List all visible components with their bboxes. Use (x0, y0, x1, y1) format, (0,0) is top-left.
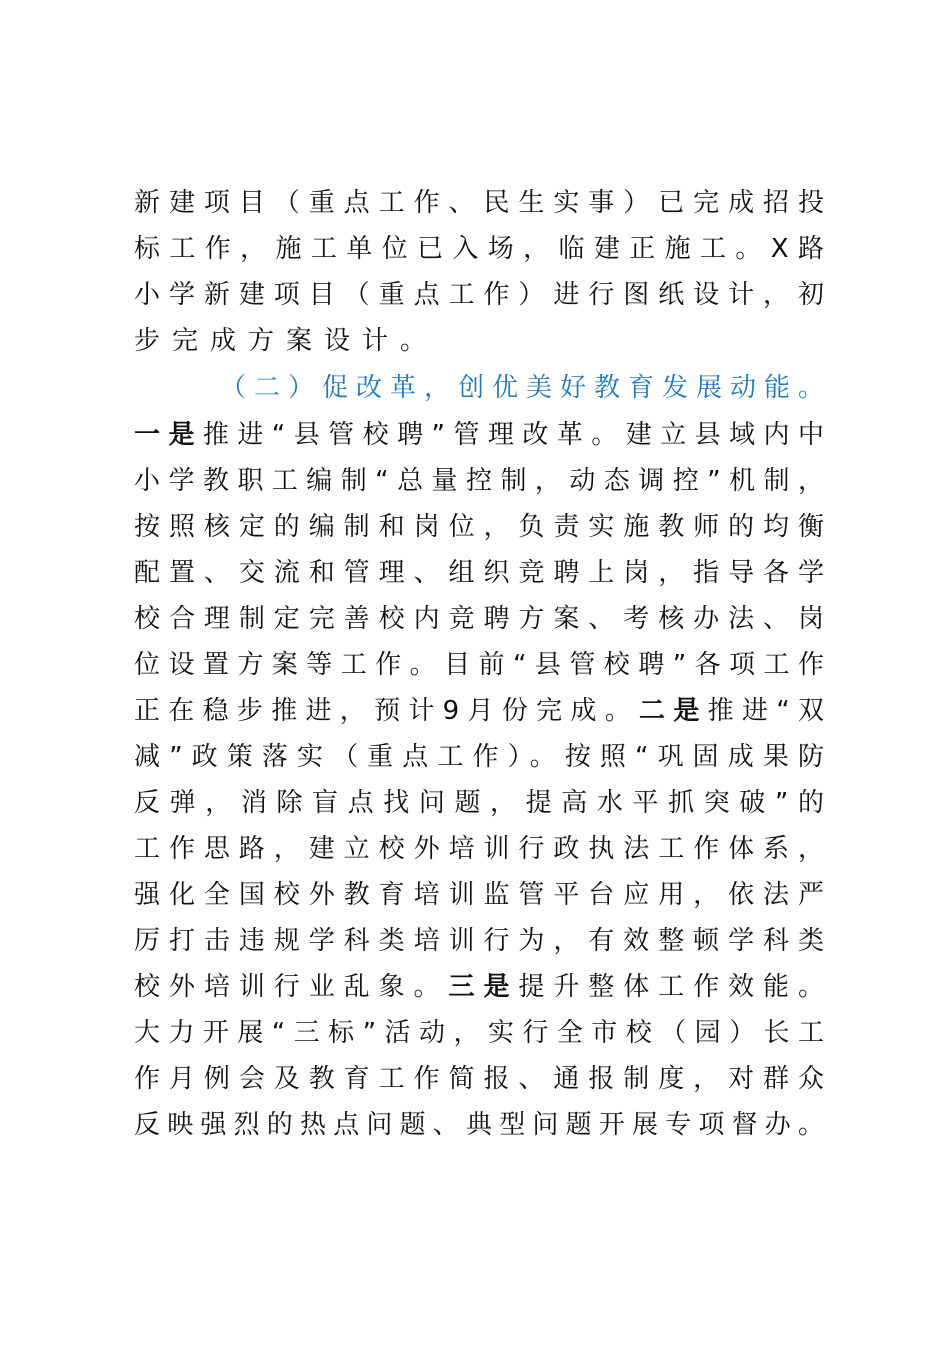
para-line-15: 作月例会及教育工作简报、通报制度，对群众 (134, 1064, 824, 1094)
body-line-1: 新建项目（重点工作、民生实事）已完成招投 (134, 188, 824, 218)
para-line-7 (134, 688, 824, 734)
para-line-14: 大力开展“三标”活动，实行全市校（园）长工 (134, 1018, 824, 1048)
para-line-16: 反映强烈的热点问题、典型问题开展专项督办。 (134, 1110, 824, 1140)
ordinal-one: 一是 (134, 420, 203, 450)
para-line-13-text: 校外培训行业乱象。 (134, 972, 449, 1002)
para-line-13 (134, 964, 824, 1010)
para-line-6: 位设置方案等工作。目前“县管校聘”各项工作 (134, 650, 824, 680)
body-line-4: 步完成方案设计。 (134, 326, 439, 356)
para-line-9: 反弹，消除盲点找问题，提高水平抓突破”的 (134, 788, 824, 818)
para-line-1 (134, 412, 824, 458)
body-line-3: 小学新建项目（重点工作）进行图纸设计，初 (134, 280, 824, 310)
para-line-3: 按照核定的编制和岗位，负责实施教师的均衡 (134, 512, 824, 542)
para-line-10: 工作思路，建立校外培训行政执法工作体系， (134, 834, 824, 864)
para-line-7-text: 正在稳步推进，预计9月份完成。 (134, 696, 640, 726)
body-line-2: 标工作，施工单位已入场，临建正施工。X路 (134, 234, 824, 264)
para-line-5: 校合理制定完善校内竞聘方案、考核办法、岗 (134, 604, 824, 634)
para-line-1-text: 推进“县管校聘”管理改革。建立县域内中 (202, 420, 824, 450)
para-line-2: 小学教职工编制“总量控制，动态调控”机制， (134, 466, 824, 496)
para-line-12: 厉打击违规学科类培训行为，有效整顿学科类 (134, 926, 824, 956)
para-line-13-text2: 提升整体工作效能。 (518, 972, 824, 1002)
para-line-11: 强化全国校外教育培训监管平台应用，依法严 (134, 880, 824, 910)
para-line-4: 配置、交流和管理、组织竞聘上岗，指导各学 (134, 558, 824, 588)
para-line-7-text2: 推进“双 (707, 696, 824, 726)
ordinal-three: 三是 (448, 972, 519, 1002)
para-line-8: 减”政策落实（重点工作）。按照“巩固成果防 (134, 742, 824, 772)
section-heading: （二）促改革，创优美好教育发展动能。 (220, 373, 824, 403)
ordinal-two: 二是 (639, 696, 708, 726)
